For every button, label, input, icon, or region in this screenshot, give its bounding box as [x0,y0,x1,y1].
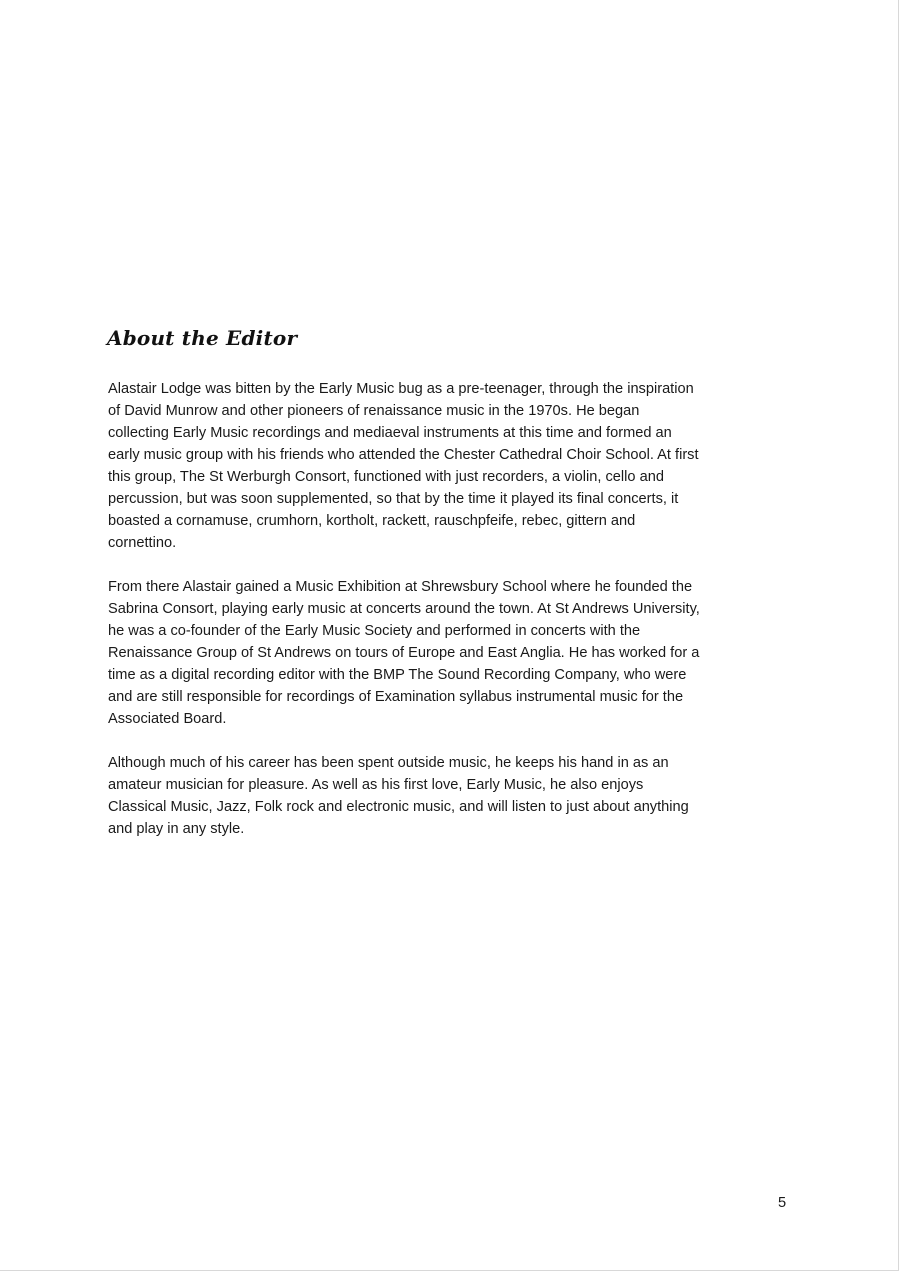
text-line: percussion, but was soon supplemented, so that by the time it played its final concerts, it [108,491,679,507]
paragraph-3 [108,752,798,840]
paragraph-2 [108,576,798,730]
paragraph-1 [108,378,798,554]
text-line: he was a co-founder of the Early Music Society and performed in concerts with the [108,623,641,639]
text-line: boasted a cornamuse, crumhorn, kortholt, rackett, rauschpfeife, rebec, gittern and [108,513,636,529]
text-line: Classical Music, Jazz, Folk rock and electronic music, and will listen to just about anything [108,799,689,815]
text-line: and play in any style. [108,821,245,837]
section-heading: About the Editor [107,326,298,350]
text-line: this group, The St Werburgh Consort, functioned with just recorders, a violin, cello and [108,469,664,485]
text-line: Renaissance Group of St Andrews on tours of Europe and East Anglia. He has worked for a [108,645,700,661]
text-line: amateur musician for pleasure. As well as his first love, Early Music, he also enjoys [108,777,644,793]
text-line: time as a digital recording editor with the BMP The Sound Recording Company, who were [108,667,687,683]
text-line: From there Alastair gained a Music Exhibition at Shrewsbury School where he founded the [108,579,693,595]
page-number: 5 [778,1195,787,1211]
text-line: collecting Early Music recordings and mediaeval instruments at this time and formed an [108,425,672,441]
body-text [108,378,798,862]
text-line: Sabrina Consort, playing early music at concerts around the town. At St Andrews University, [108,601,700,617]
text-line: of David Munrow and other pioneers of renaissance music in the 1970s. He began [108,403,640,419]
text-line: early music group with his friends who attended the Chester Cathedral Choir School. At first [108,447,699,463]
text-line: Associated Board. [108,711,227,727]
text-line: and are still responsible for recordings of Examination syllabus instrumental music for the [108,689,684,705]
text-line: Although much of his career has been spent outside music, he keeps his hand in as an [108,755,669,771]
text-line: cornettino. [108,535,177,551]
text-line: Alastair Lodge was bitten by the Early Music bug as a pre-teenager, through the inspiration [108,381,694,397]
